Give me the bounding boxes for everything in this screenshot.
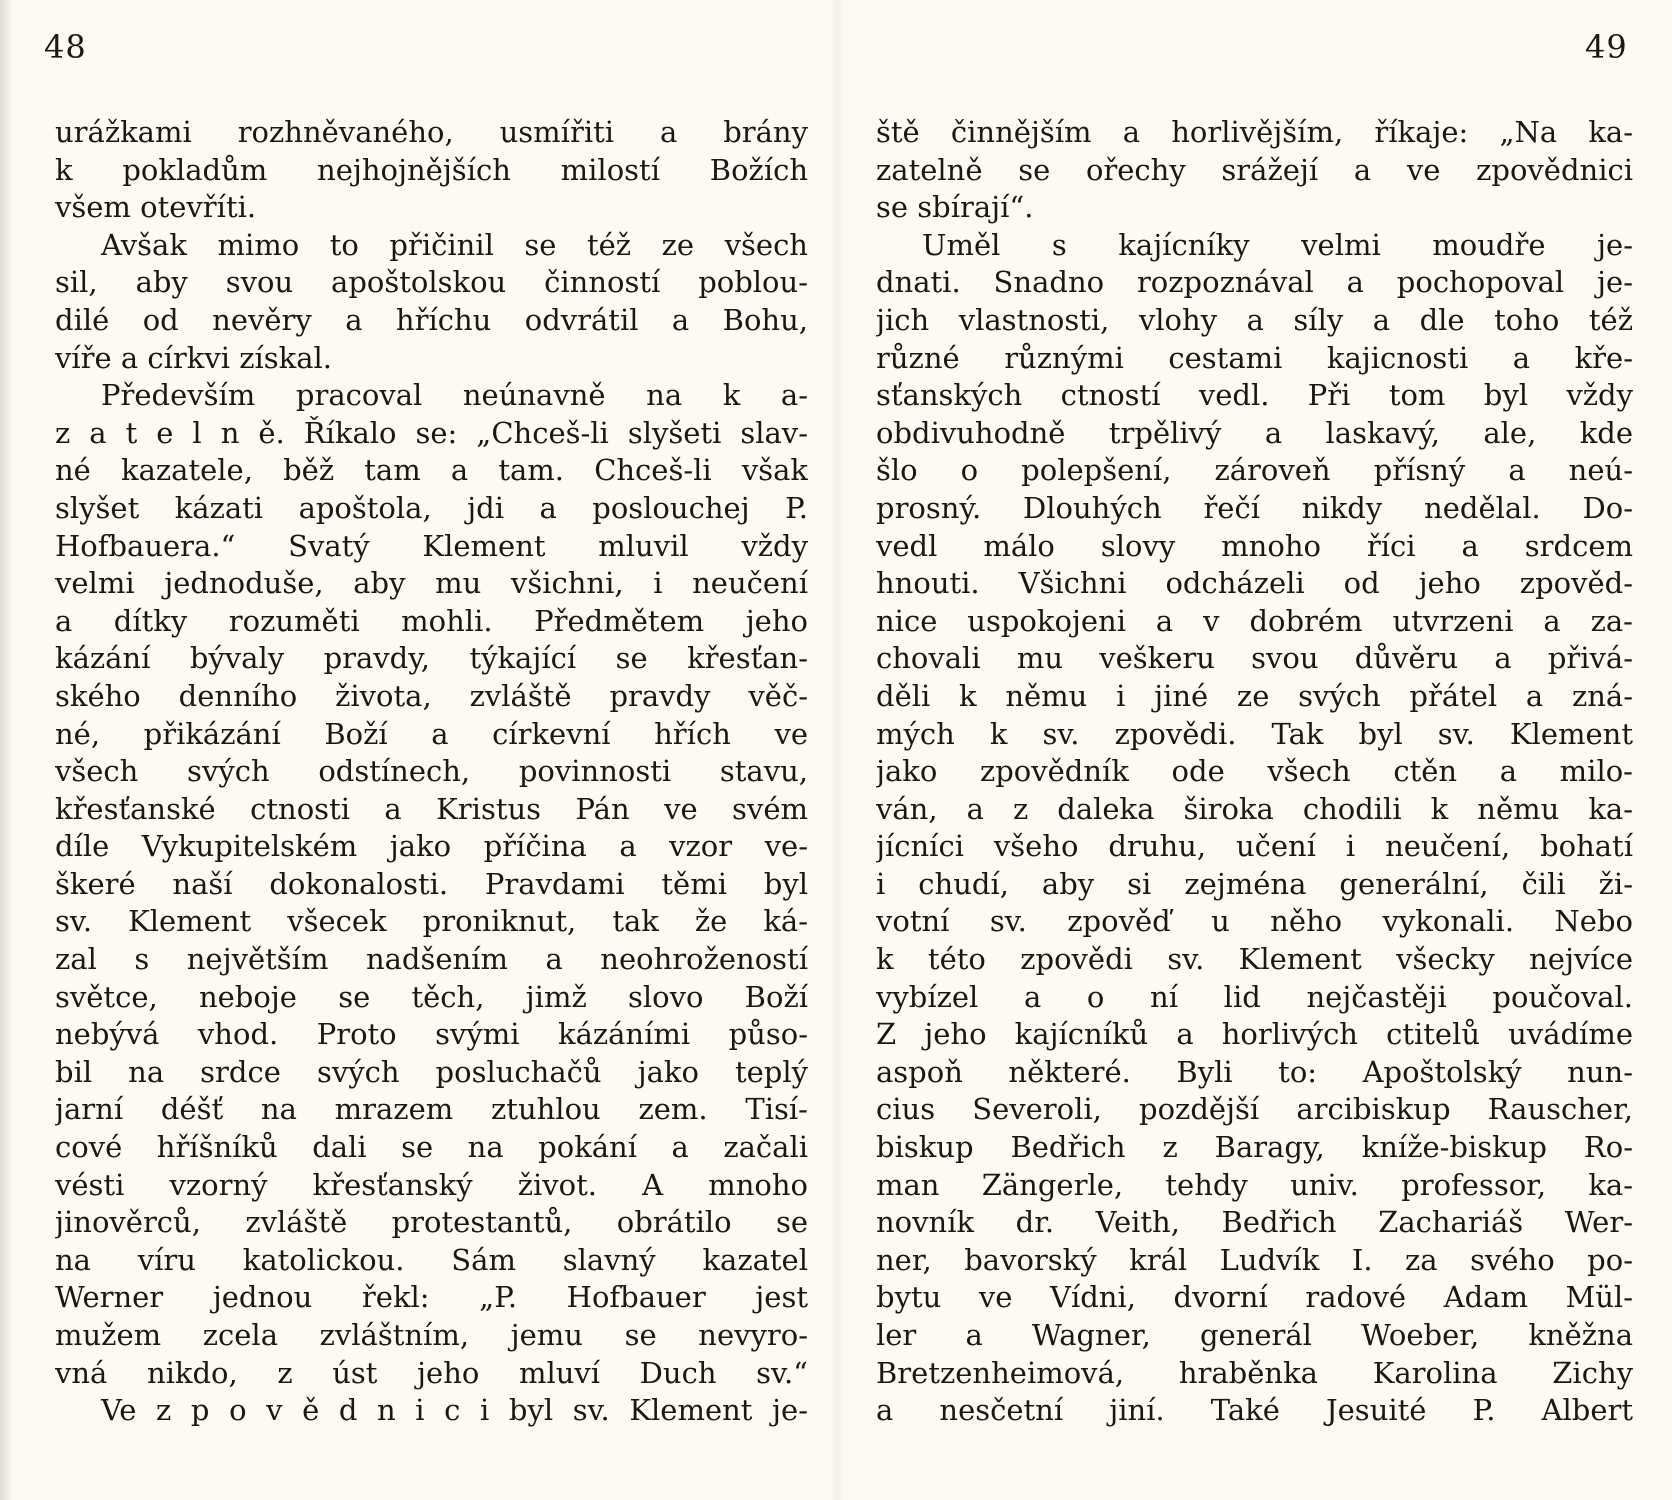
text-line: se sbírají“.	[876, 190, 1034, 225]
text-line: ského denního života, zvláště pravdy věč-	[55, 678, 808, 713]
text-line: sťanských ctností vedl. Při tom byl vždy	[876, 378, 1633, 413]
text-line: Především pracoval neúnavně na k a-	[101, 378, 808, 413]
text-line: mužem zcela zvláštním, jemu se nevyro-	[55, 1318, 808, 1352]
text-line: velmi jednoduše, aby mu všichni, i neučení	[55, 566, 808, 601]
text-line: dnati. Snadno rozpoznával a pochopoval je-	[876, 265, 1633, 300]
text-line: ner, bavorský král Ludvík I. za svého po-	[876, 1242, 1633, 1277]
text-line: obdivuhodně trpělivý a laskavý, ale, kde	[876, 415, 1633, 450]
text-line: jícníci všeho druhu, učení i neučení, bohatí	[876, 829, 1633, 864]
text-line: k pokladům nejhojnějších milostí Božích	[55, 152, 808, 187]
text-line: díle Vykupitelském jako příčina a vzor ve-	[55, 829, 808, 864]
text-line: k této zpovědi sv. Klement všecky nejvíce	[876, 942, 1633, 977]
text-line: né, přikázání Boží a církevní hřích ve	[55, 716, 808, 751]
text-line: novník dr. Veith, Bedřich Zachariáš Wer-	[876, 1205, 1633, 1240]
text-line: cové hříšníků dali se na pokání a začali	[55, 1130, 808, 1165]
text-line: cius Severoli, pozdější arcibiskup Rauscher,	[876, 1092, 1633, 1127]
text-line: všech svých odstínech, povinnosti stavu,	[55, 754, 808, 789]
text-line: chovali mu veškeru svou důvěru a přivá-	[876, 641, 1633, 676]
page-edge-shadow	[0, 0, 14, 1500]
page-number-left: 48	[44, 28, 87, 66]
text-line: vésti vzorný křesťanský život. A mnoho	[55, 1167, 808, 1202]
text-line: Avšak mimo to přičinil se též ze všech	[101, 227, 808, 262]
text-line: i chudí, aby si zejména generální, čili ži-	[876, 866, 1633, 901]
text-line: nice uspokojeni a v dobrém utvrzeni a za-	[876, 603, 1633, 638]
text-line: všem otevříti.	[55, 190, 257, 225]
text-line: vedl málo slovy mnoho říci a srdcem	[876, 528, 1633, 563]
text-line: světce, neboje se těch, jimž slovo Boží	[55, 979, 808, 1014]
text-line: né kazatele, běž tam a tam. Chceš-li však	[55, 453, 808, 488]
text-line: aspoň některé. Byli to: Apoštolský nun-	[876, 1054, 1633, 1089]
text-line: jarní déšť na mrazem ztuhlou zem. Tisí-	[55, 1092, 808, 1127]
text-line: mých k sv. zpovědi. Tak byl sv. Klement	[876, 716, 1633, 751]
page-right-text-column	[876, 114, 1633, 1430]
page-number-right: 49	[1585, 28, 1628, 66]
text-line: Hofbauera.“ Svatý Klement mluvil vždy	[55, 528, 808, 563]
text-line: a nesčetní jiní. Také Jesuité P. Albert	[876, 1393, 1633, 1428]
text-line: na víru katolickou. Sám slavný kazatel	[55, 1242, 808, 1277]
text-line: vná nikdo, z úst jeho mluví Duch sv.“	[55, 1355, 808, 1390]
text-line: hnouti. Všichni odcházeli od jeho zpověd-	[876, 566, 1633, 601]
text-line: zatelně se ořechy srážejí a ve zpovědnici	[876, 152, 1633, 187]
text-line: ván, a z daleka široka chodili k němu ka-	[876, 791, 1633, 826]
text-line: křesťanské ctnosti a Kristus Pán ve svém	[55, 791, 808, 826]
text-line: různé různými cestami kajicnosti a kře-	[876, 340, 1633, 375]
text-line: jinověrců, zvláště protestantů, obrátilo se	[55, 1205, 808, 1240]
text-line: vybízel a o ní lid nejčastěji poučoval.	[876, 979, 1633, 1014]
text-line: urážkami rozhněvaného, usmířiti a brány	[55, 115, 808, 149]
text-line: a dítky rozuměti mohli. Předmětem jeho	[55, 603, 808, 638]
text-line: šlo o polepšení, zároveň přísný a neú-	[876, 453, 1633, 488]
text-line: zal s největším nadšením a neohrožeností	[55, 942, 808, 977]
text-line: prosný. Dlouhých řečí nikdy nedělal. Do-	[876, 490, 1633, 525]
text-line: víře a církvi získal.	[55, 340, 333, 375]
text-line: sil, aby svou apoštolskou činností poblou-	[55, 265, 808, 300]
text-line: bytu ve Vídni, dvorní radové Adam Mül-	[876, 1280, 1633, 1315]
text-line: man Zängerle, tehdy univ. professor, ka-	[876, 1167, 1633, 1202]
text-line: nebývá vhod. Proto svými kázáními půso-	[55, 1017, 808, 1052]
text-line: Z jeho kajícníků a horlivých ctitelů uvádíme	[876, 1017, 1633, 1052]
text-line: votní sv. zpověď u něho vykonali. Nebo	[876, 904, 1633, 939]
text-line: Werner jednou řekl: „P. Hofbauer jest	[55, 1280, 808, 1315]
text-line: jako zpovědník ode všech ctěn a milo-	[876, 754, 1633, 789]
text-line: bil na srdce svých posluchačů jako teplý	[55, 1054, 808, 1089]
text-line: sv. Klement všecek proniknut, tak že ká-	[55, 904, 808, 939]
text-line: škeré naší dokonalosti. Pravdami těmi byl	[55, 866, 808, 901]
text-line: Uměl s kajícníky velmi moudře je-	[922, 227, 1633, 262]
text-line: Ve z p o v ě d n i c i byl sv. Klement je-	[101, 1393, 808, 1428]
text-line: z a t e l n ě. Říkalo se: „Chceš-li slyšeti slav-	[55, 415, 808, 450]
text-line: ště činnějším a horlivějším, říkaje: „Na ka-	[876, 115, 1633, 149]
text-line: ler a Wagner, generál Woeber, kněžna	[876, 1318, 1633, 1352]
page-gutter-shadow	[830, 0, 844, 1500]
text-line: jich vlastnosti, vlohy a síly a dle toho též	[876, 302, 1633, 337]
text-line: dilé od nevěry a hříchu odvrátil a Bohu,	[55, 302, 808, 337]
text-line: slyšet kázati apoštola, jdi a poslouchej P.	[55, 490, 808, 525]
text-line: Bretzenheimová, hraběnka Karolina Zichy	[876, 1355, 1633, 1390]
text-line: biskup Bedřich z Baragy, kníže-biskup Ro-	[876, 1130, 1633, 1165]
page-left-text-column	[55, 114, 808, 1430]
text-line: kázání bývaly pravdy, týkající se křesťan-	[55, 641, 808, 676]
text-line: děli k němu i jiné ze svých přátel a zná-	[876, 678, 1633, 713]
